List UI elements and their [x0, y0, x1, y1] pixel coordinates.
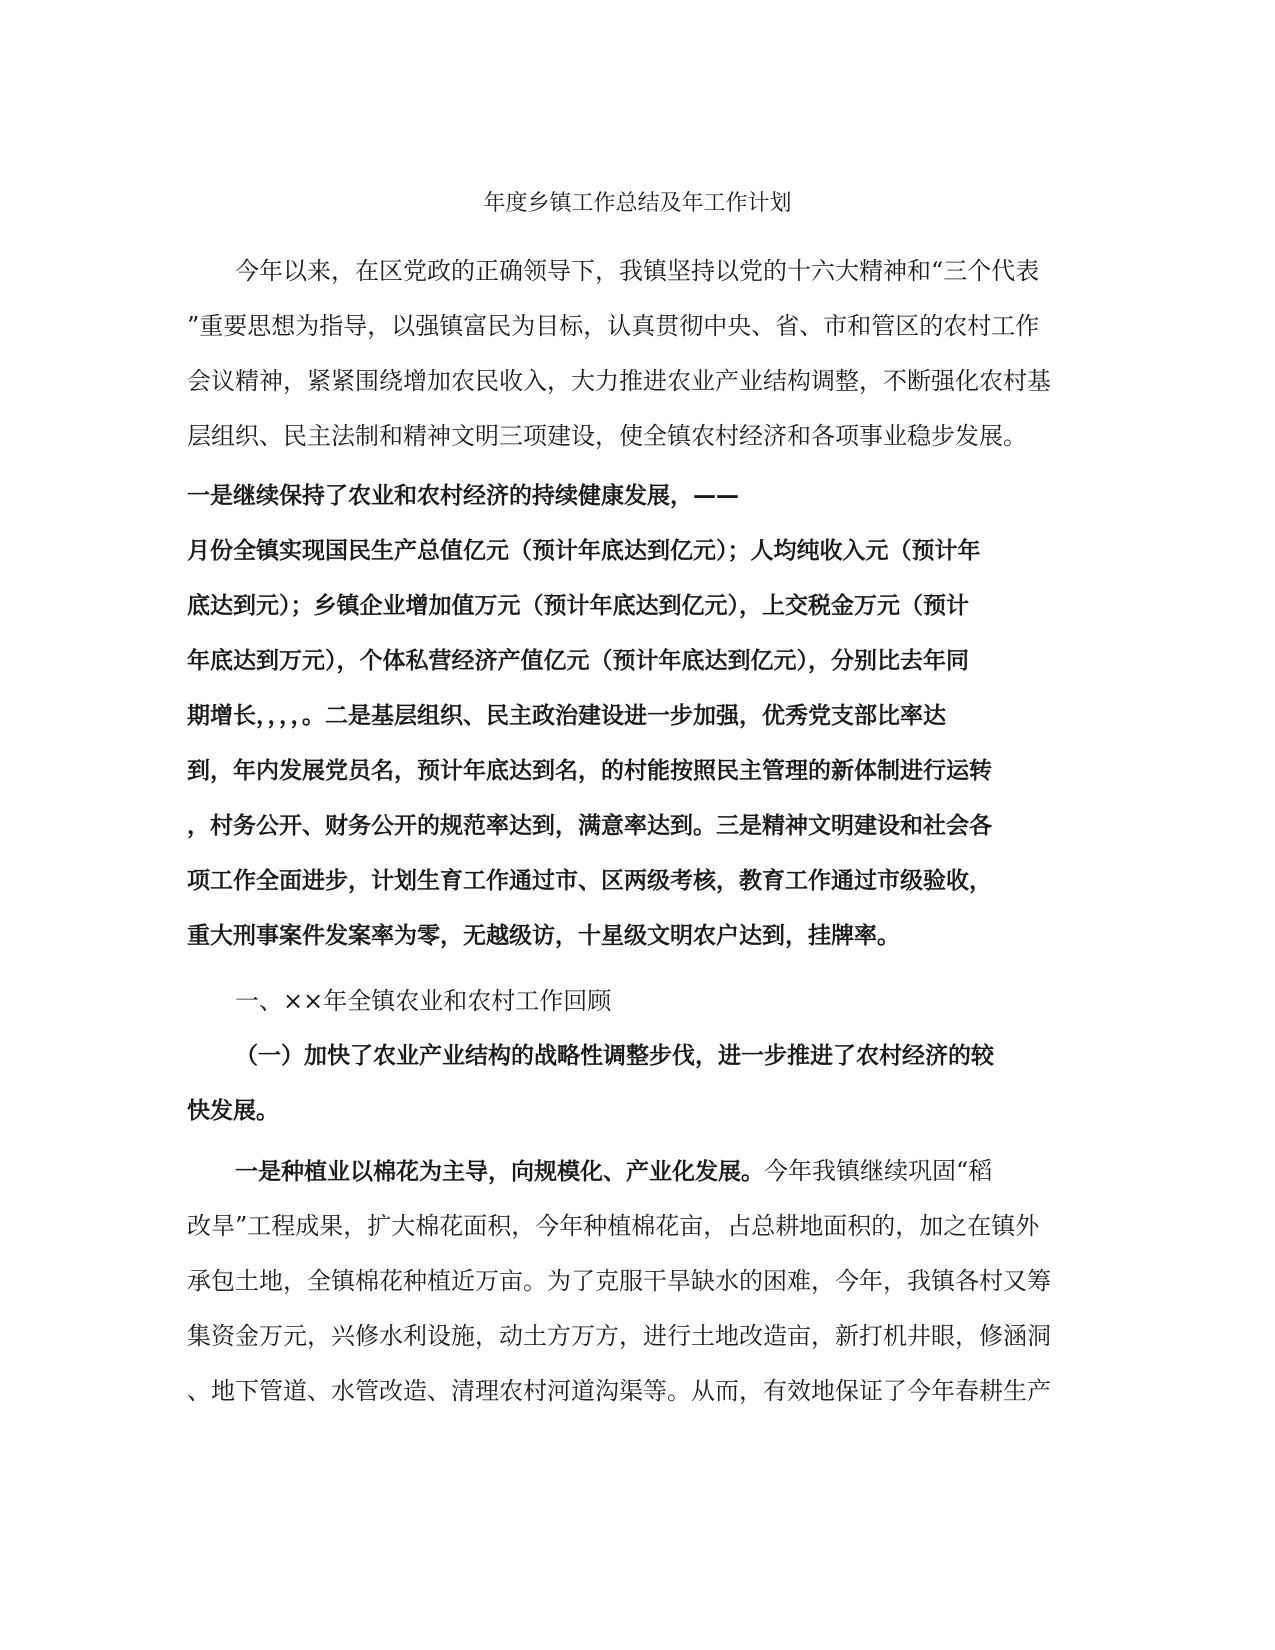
document-title: 年度乡镇工作总结及年工作计划: [483, 191, 792, 216]
normal-continuation: 今年我镇继续巩固“稻: [764, 1157, 993, 1185]
paragraph-line: 承包土地，全镇棉花种植近万亩。为了克服干旱缺水的困难，今年，我镇各村又筹: [187, 1267, 1051, 1295]
bold-paragraph-line: 项工作全面进步，计划生育工作通过市、区两级考核，教育工作通过市级验收，: [187, 868, 992, 894]
bold-paragraph-line: 重大刑事案件发案率为零，无越级访，十星级文明农户达到，挂牌率。: [187, 923, 900, 949]
bold-paragraph-line: 年底达到万元），个体私营经济产值亿元（预计年底达到亿元），分别比去年同: [187, 648, 969, 674]
bold-lead-in: 一是种植业以棉花为主导，向规模化、产业化发展。: [235, 1159, 764, 1185]
paragraph-line: 今年以来，在区党政的正确领导下，我镇坚持以党的十六大精神和“三个代表: [235, 257, 1040, 285]
paragraph-line: 、地下管道、水管改造、清理农村河道沟渠等。从而，有效地保证了今年春耕生产: [187, 1377, 1051, 1405]
bold-paragraph-line: 底达到元）；乡镇企业增加值万元（预计年底达到亿元），上交税金万元（预计: [187, 593, 969, 619]
section-heading: 一、××年全镇农业和农村工作回顾: [235, 987, 612, 1015]
bold-paragraph-line: 期增长，，，，。二是基层组织、民主政治建设进一步加强，优秀党支部比率达: [187, 703, 946, 729]
bold-paragraph-line: 到，年内发展党员名，预计年底达到名，的村能按照民主管理的新体制进行运转: [187, 758, 992, 784]
paragraph-line: 集资金万元，兴修水利设施，动土方万方，进行土地改造亩，新打机井眼，修涵洞: [187, 1322, 1051, 1350]
paragraph-line: ”重要思想为指导，以强镇富民为目标，认真贯彻中央、省、市和管区的农村工作: [187, 312, 1040, 340]
bold-paragraph-line: 月份全镇实现国民生产总值亿元（预计年底达到亿元）；人均纯收入元（预计年: [187, 538, 981, 564]
bold-paragraph-line: 一是继续保持了农业和农村经济的持续健康发展，——: [187, 483, 739, 509]
paragraph-line: 层组织、民主法制和精神文明三项建设，使全镇农村经济和各项事业稳步发展。: [187, 422, 1027, 450]
bold-paragraph-line: ，村务公开、财务公开的规范率达到，满意率达到。三是精神文明建设和社会各: [187, 813, 992, 839]
paragraph-line: 会议精神，紧紧围绕增加农民收入，大力推进农业产业结构调整，不断强化农村基: [187, 367, 1051, 395]
subsection-heading: （一）加快了农业产业结构的战略性调整步伐，进一步推进了农村经济的较: [235, 1043, 994, 1069]
paragraph-line: 改旱”工程成果，扩大棉花面积，今年种植棉花亩，占总耕地面积的，加之在镇外: [187, 1212, 1040, 1240]
paragraph-line-mixed: [235, 1155, 1135, 1188]
subsection-heading-continued: 快发展。: [187, 1098, 279, 1124]
